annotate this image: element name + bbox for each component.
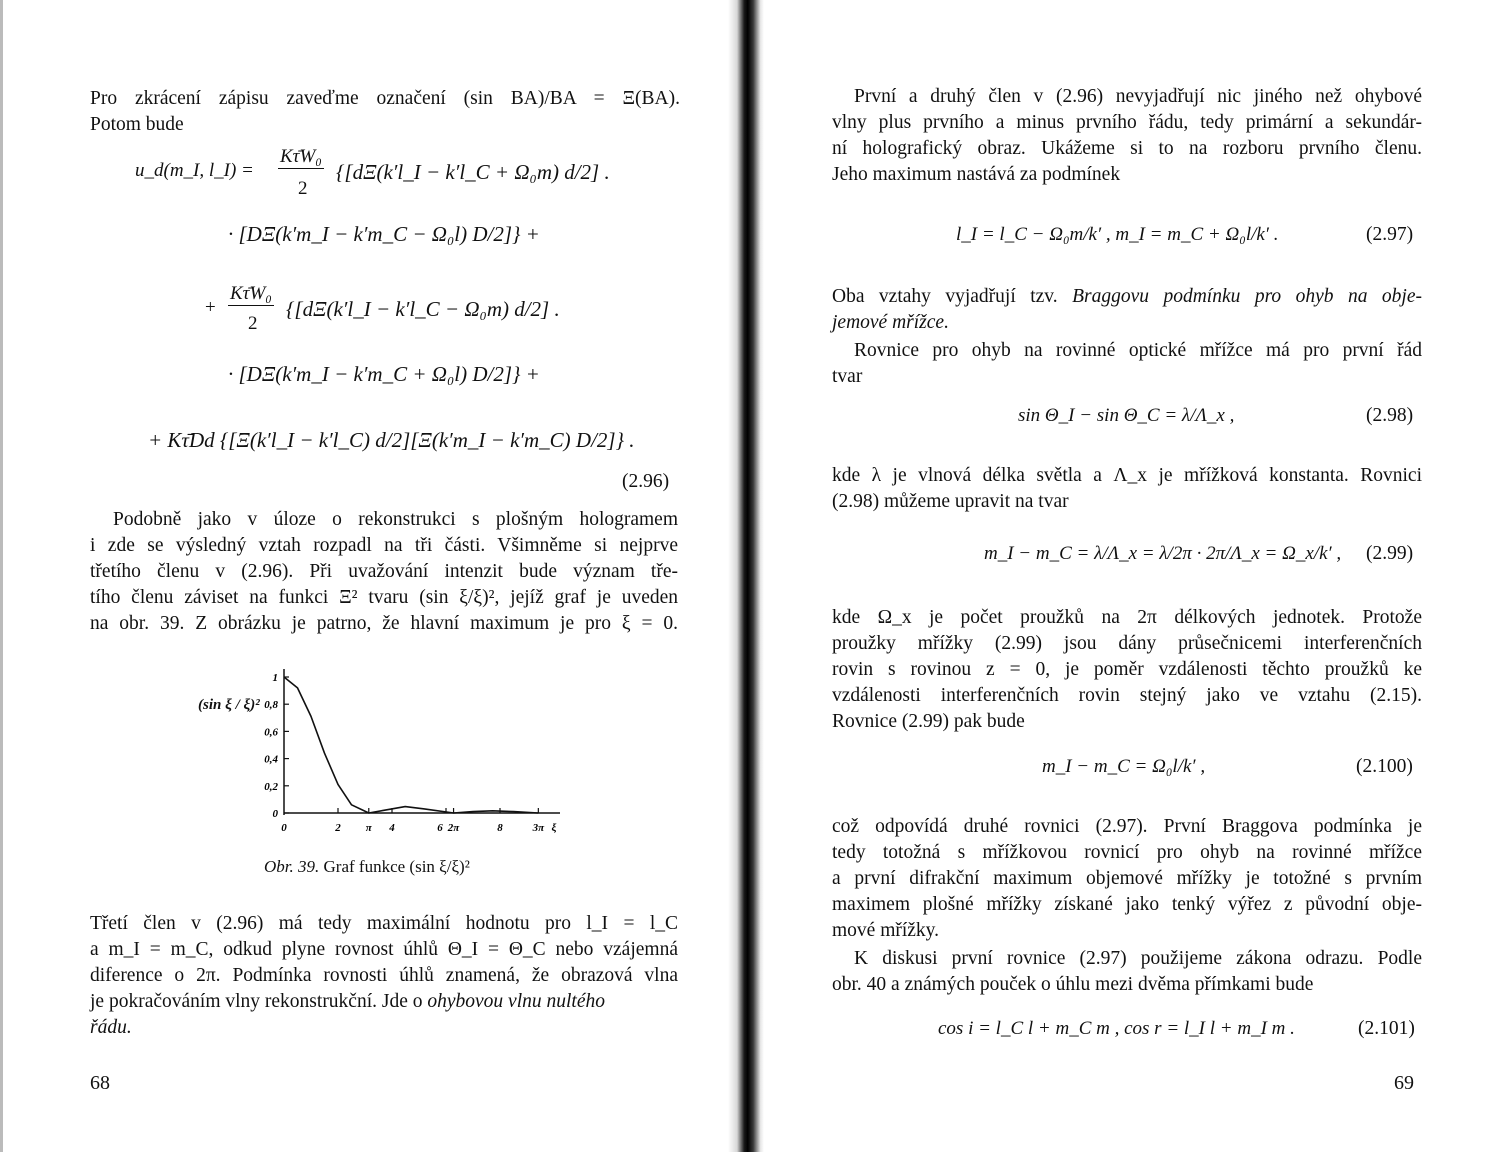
y-tick-label: 1 xyxy=(272,672,278,684)
eq298: sin Θ_I − sin Θ_C = λ/Λ_x , xyxy=(1018,405,1235,426)
eq296-line5: + Kτ̄Dd {[Ξ(k′l_I − k′l_C) d/2][Ξ(k′m_I − k′m_C) D/2]} . xyxy=(148,428,635,452)
eq299: m_I − m_C = λ/Λ_x = λ/2π · 2π/Λ_x = Ω_x/k′ , xyxy=(984,543,1342,564)
r-para2-italic: Braggovu podmínku pro ohyb na obje- xyxy=(1072,286,1422,307)
eq296-frac1-num: Kτ̄W₀ xyxy=(280,146,322,167)
page-number-left: 68 xyxy=(90,1072,110,1094)
intro-line-2: Potom bude xyxy=(90,114,184,135)
r-para5-line: vzdálenosti interferenčních rovin stejný jako ve vztahu (2.15). xyxy=(832,685,1422,706)
r-para6-line: což odpovídá druhé rovnici (2.97). První Braggova podmínka je xyxy=(832,816,1422,837)
para2-italic: ohybovou vlnu nultého xyxy=(427,991,605,1012)
para1-line: třetího členu v (2.96). Při uvažování intenzit bude význam tře- xyxy=(90,561,678,582)
eq296-line1-body: {[dΞ(k′l_I − k′l_C + Ω₀m) d/2] . xyxy=(336,160,610,184)
x-tick-label: 8 xyxy=(497,822,503,834)
r-para7-line: obr. 40 a známých pouček o úhlu mezi dvěma přímkami bude xyxy=(832,974,1314,995)
eq297: l_I = l_C − Ω₀m/k′ , m_I = m_C + Ω₀l/k′ . xyxy=(956,224,1279,245)
eq2101: cos i = l_C l + m_C m , cos r = l_I l + m_I m . xyxy=(938,1018,1295,1039)
r-para4-line: (2.98) můžeme upravit na tvar xyxy=(832,491,1069,512)
para1-line: i zde se výsledný vztah rozpadl na tři části. Všimněme si nejprve xyxy=(90,535,678,556)
r-para4-line: kde λ je vlnová délka světla a Λ_x je mřížková konstanta. Rovnici xyxy=(832,465,1422,486)
eq296-number: (2.96) xyxy=(622,471,670,492)
sinc-squared-curve xyxy=(284,677,538,813)
r-para1-line: První a druhý člen v (2.96) nevyjadřují nic jiného než ohybové xyxy=(854,86,1422,107)
eq296-frac2-num: Kτ̄W₀ xyxy=(230,283,272,304)
r-para5-line: rovin s rovinou z = 0, je poměr vzdálenosti těchto proužků ke xyxy=(832,659,1422,680)
r-para3-line: tvar xyxy=(832,366,863,387)
y-tick-label: 0,6 xyxy=(264,726,278,739)
x-tick-label: 0 xyxy=(281,822,287,834)
figure-caption-text: Graf funkce (sin ξ/ξ)² xyxy=(323,857,470,876)
right-page xyxy=(766,0,1506,1152)
eq296-line3-pre: + xyxy=(205,297,216,318)
x-tick-label: 2 xyxy=(335,822,341,834)
r-para6-line: maximem plošné mřížky získané jako tenký výřez z původní obje- xyxy=(832,894,1422,915)
eq296-line3-body: {[dΞ(k′l_I − k′l_C − Ω₀m) d/2] . xyxy=(286,297,560,321)
eq2100-number: (2.100) xyxy=(1356,756,1413,777)
figure-caption xyxy=(264,857,470,877)
para2-text: je pokračováním vlny rekonstrukční. Jde o xyxy=(90,991,423,1012)
x-tick-label: π xyxy=(365,822,372,834)
x-tick-label: 2π xyxy=(447,822,460,834)
left-page xyxy=(0,0,740,1152)
r-para5-line: proužky mřížky (2.99) jsou dány průsečnicemi interferenčních xyxy=(832,633,1422,654)
r-para6-line: mové mřížky. xyxy=(832,920,940,941)
x-tick-label: 6 xyxy=(437,822,443,834)
y-tick-label: 0,8 xyxy=(264,699,278,712)
eq296-lhs: u_d(m_I, l_I) = xyxy=(135,160,254,181)
r-para7-line: K diskusi první rovnice (2.97) použijeme zákona odrazu. Podle xyxy=(854,948,1422,969)
page-number-right: 69 xyxy=(1394,1072,1414,1094)
r-para1-line: ní holografický obraz. Ukážeme si to na rozboru prvního členu. xyxy=(832,138,1422,159)
r-para5-line: kde Ω_x je počet proužků na 2π délkových jednotek. Protože xyxy=(832,607,1422,628)
r-para2-text: Oba vztahy vyjadřují tzv. xyxy=(832,286,1058,307)
figure-39-chart xyxy=(250,665,580,835)
para2-line: Třetí člen v (2.96) má tedy maximální hodnotu pro l_I = l_C xyxy=(90,913,678,934)
para1-line: Podobně jako v úloze o rekonstrukci s plošným hologramem xyxy=(113,509,678,530)
para1-line: na obr. 39. Z obrázku je patrno, že hlavní maximum je pro ξ = 0. xyxy=(90,613,678,634)
r-para6-line: tedy totožná s mřížkovou rovnicí pro ohyb na rovinné mřížce xyxy=(832,842,1422,863)
r-para2-line-2: jemové mřížce. xyxy=(832,312,949,333)
r-para5-line: Rovnice (2.99) pak bude xyxy=(832,711,1025,732)
x-tick-label: 3π xyxy=(532,822,545,834)
eq296-frac2-den: 2 xyxy=(248,313,258,334)
para2-line: řádu. xyxy=(90,1017,132,1038)
y-tick-label: 0,2 xyxy=(264,780,278,793)
eq297-number: (2.97) xyxy=(1366,224,1414,245)
intro-line-1: Pro zkrácení zápisu zaveďme označení (sin BA)/BA = Ξ(BA). xyxy=(90,88,680,109)
r-para1-line: vlny plus prvního a minus prvního řádu, tedy primární a sekundár- xyxy=(832,112,1422,133)
r-para6-line: a první difrakční maximum objemové mřížky je totožné s prvním xyxy=(832,868,1422,889)
eq2100: m_I − m_C = Ω₀l/k′ , xyxy=(1042,756,1206,777)
eq299-number: (2.99) xyxy=(1366,543,1414,564)
r-para2-line-1 xyxy=(832,284,1422,310)
figure-ylabel: (sin ξ / ξ)² xyxy=(198,697,260,713)
para1-line: tího členu záviset na funkci Ξ² tvaru (sin ξ/ξ)², jejíž graf je uveden xyxy=(90,587,678,608)
eq296-line2: · [DΞ(k′m_I − k′m_C − Ω₀l) D/2]} + xyxy=(228,222,540,246)
eq296-frac1-den: 2 xyxy=(298,178,308,199)
x-tick-label: 4 xyxy=(389,822,395,834)
para2-line xyxy=(90,989,605,1015)
r-para3-line: Rovnice pro ohyb na rovinné optické mřížce má pro první řád xyxy=(854,340,1422,361)
eq298-number: (2.98) xyxy=(1366,405,1414,426)
eq2101-number: (2.101) xyxy=(1358,1018,1415,1039)
para2-line: diference o 2π. Podmínka rovnosti úhlů znamená, že obrazová vlna xyxy=(90,965,678,986)
y-tick-label: 0,4 xyxy=(264,753,278,766)
para2-line: a m_I = m_C, odkud plyne rovnost úhlů Θ_I = Θ_C nebo vzájemná xyxy=(90,939,678,960)
y-tick-label: 0 xyxy=(272,808,278,820)
figure-caption-prefix: Obr. 39. xyxy=(264,857,320,876)
x-tick-label: ξ xyxy=(551,822,557,834)
r-para1-line: Jeho maximum nastává za podmínek xyxy=(832,164,1121,185)
eq296-line4: · [DΞ(k′m_I − k′m_C + Ω₀l) D/2]} + xyxy=(228,362,540,386)
